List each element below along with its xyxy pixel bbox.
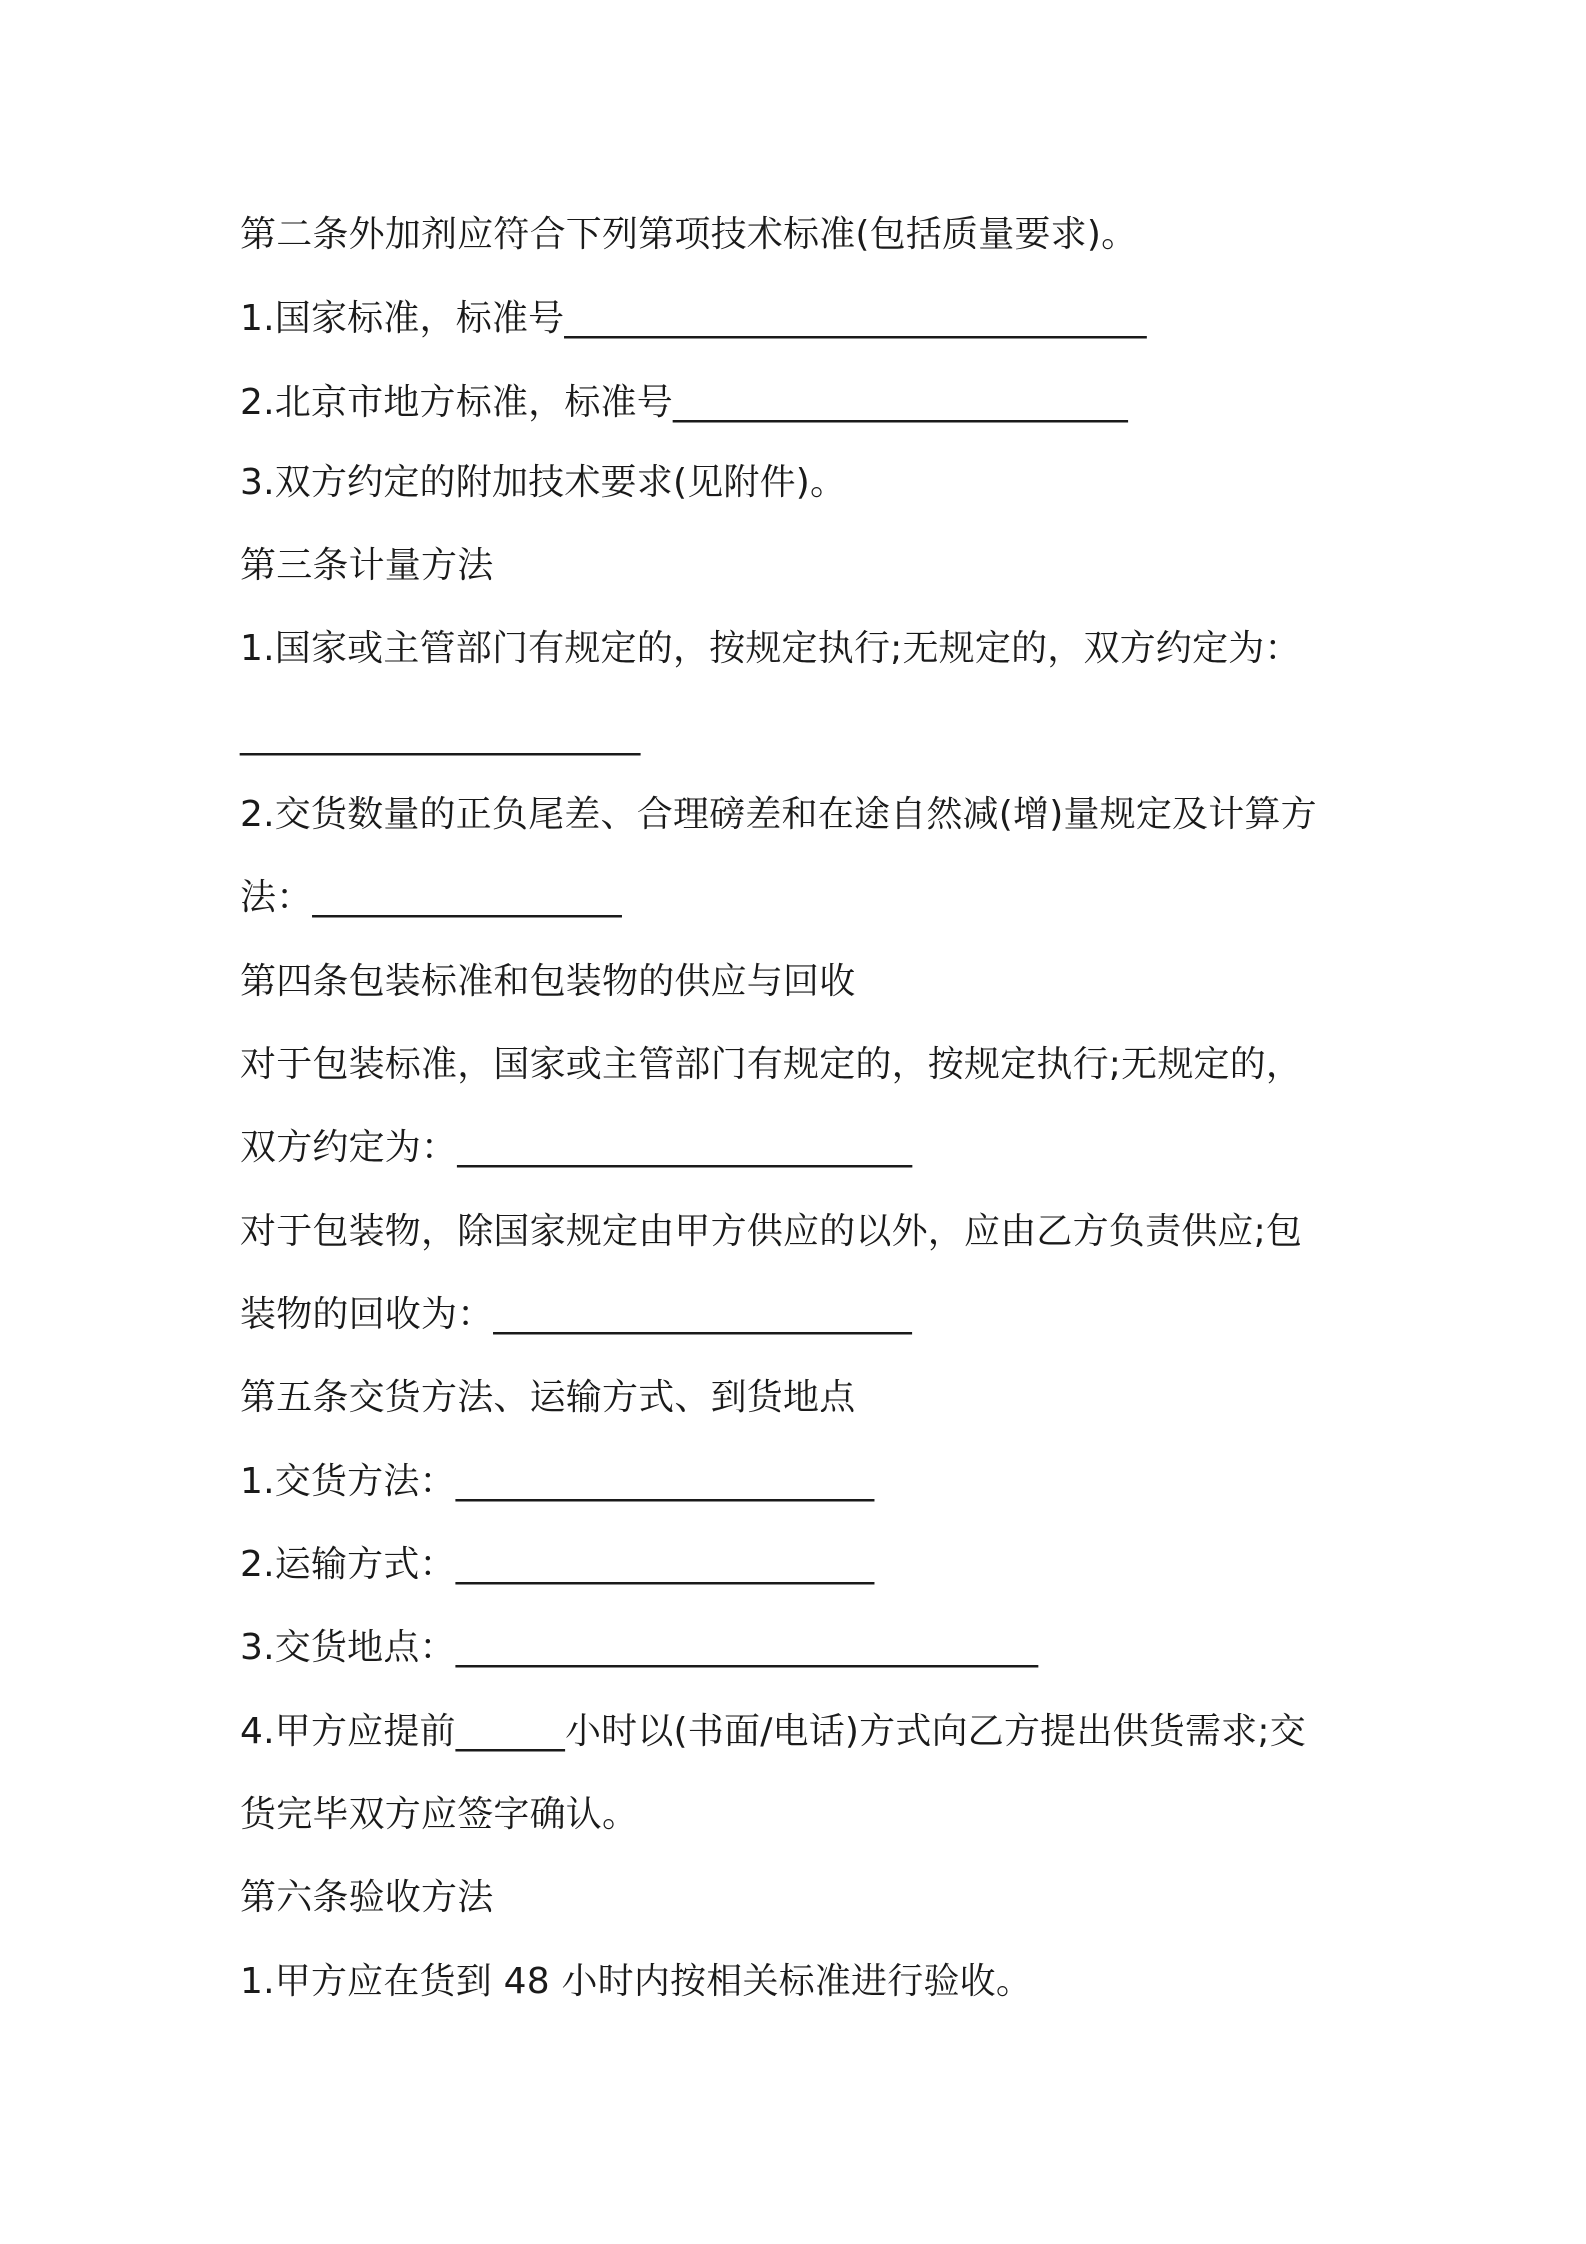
clause-3-item-1-blank: ______________________ (240, 715, 641, 756)
clause-2-item-2: 2.北京市地方标准，标准号_________________________ (240, 382, 1128, 423)
clause-6-heading: 第六条验收方法 (240, 1877, 494, 1918)
clause-5-item-4-line-2: 货完毕双方应签字确认。 (240, 1794, 639, 1835)
clause-4-para-2-line-1: 对于包装物，除国家规定由甲方供应的以外，应由乙方负责供应;包 (240, 1211, 1303, 1252)
clause-3-heading: 第三条计量方法 (240, 545, 494, 586)
clause-4-para-1-line-1: 对于包装标准，国家或主管部门有规定的，按规定执行;无规定的， (240, 1044, 1303, 1085)
clause-5-item-3: 3.交货地点：________________________________ (240, 1627, 1039, 1668)
clause-3-item-2-line-1: 2.交货数量的正负尾差、合理磅差和在途自然减(增)量规定及计算方 (240, 794, 1317, 835)
clause-4-para-1-line-2: 双方约定为：_________________________ (240, 1127, 913, 1168)
clause-5-item-2: 2.运输方式：_______________________ (240, 1544, 875, 1585)
clause-3-item-2-line-2: 法：_________________ (240, 877, 622, 918)
clause-5-item-4-line-1: 4.甲方应提前______小时以(书面/电话)方式向乙方提出供货需求;交 (240, 1711, 1306, 1752)
clause-4-heading: 第四条包装标准和包装物的供应与回收 (240, 961, 856, 1002)
clause-3-item-1: 1.国家或主管部门有规定的，按规定执行;无规定的，双方约定为： (240, 628, 1301, 669)
clause-6-item-1: 1.甲方应在货到 48 小时内按相关标准进行验收。 (240, 1961, 1033, 2002)
clause-5-heading: 第五条交货方法、运输方式、到货地点 (240, 1377, 856, 1418)
clause-4-para-2-line-2: 装物的回收为：_______________________ (240, 1294, 912, 1335)
clause-2-heading: 第二条外加剂应符合下列第项技术标准(包括质量要求)。 (240, 214, 1138, 255)
clause-5-item-1: 1.交货方法：_______________________ (240, 1461, 875, 1502)
clause-2-item-3: 3.双方约定的附加技术要求(见附件)。 (240, 462, 847, 503)
clause-2-item-1: 1.国家标准，标准号________________________________ (240, 298, 1147, 339)
